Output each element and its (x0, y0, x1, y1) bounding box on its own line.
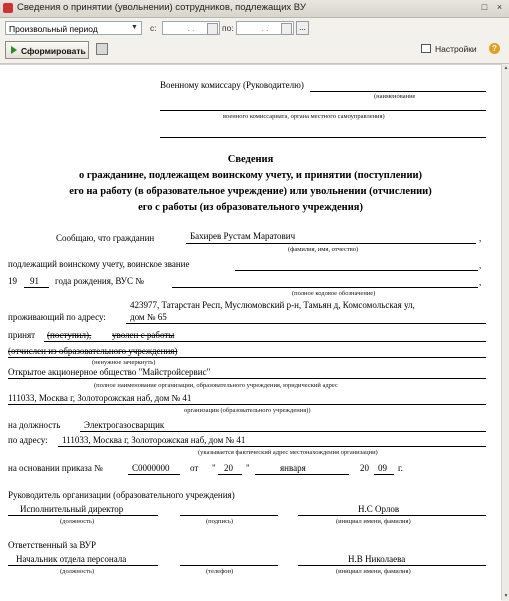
head-label: Руководитель организации (образовательного учреждения) (8, 490, 235, 500)
caption-org2: организации (образовательного учреждения)) (184, 407, 311, 414)
head-signature-line (180, 515, 278, 516)
order-year: 09 (378, 463, 387, 473)
order-quote-open: " (212, 463, 216, 473)
comma: , (479, 277, 482, 287)
addressee-label: Военному комиссару (Руководителю) (160, 80, 304, 90)
commissariat-line (160, 110, 486, 111)
org-address-line (8, 404, 486, 405)
settings-button[interactable]: Настройки (435, 44, 477, 54)
vus-label: года рождения, ВУС № (55, 276, 144, 286)
org-address: 111033, Москва г, Золоторожская наб, дом № 41 (8, 393, 192, 403)
window-title-bar (0, 0, 509, 18)
order-from: от (190, 463, 199, 473)
address-label: проживающий по адресу: (8, 312, 106, 322)
responsible-phone-line (180, 565, 278, 566)
head-position: Исполнительный директор (20, 504, 124, 514)
order-month-line (255, 474, 349, 475)
expelled-struck: (отчислен из образовательного учреждения) (8, 346, 178, 356)
position-value: Электрогазосварщик (84, 420, 165, 430)
from-label: с: (150, 23, 157, 33)
caption-signature: (подпись) (206, 518, 233, 525)
caption-position: (должность) (60, 518, 95, 525)
work-address-label: по адресу: (8, 435, 48, 445)
year-prefix: 19 (8, 276, 17, 286)
position-label: на должность (8, 420, 61, 430)
maximize-icon[interactable]: □ (481, 2, 488, 12)
inform-prefix: Сообщаю, что гражданин (56, 233, 155, 243)
calendar-icon[interactable] (207, 23, 218, 35)
separator-line (160, 137, 486, 138)
head-name-line (298, 515, 486, 516)
birth-year: 91 (30, 276, 39, 286)
order-label: на основании приказа № (8, 463, 103, 473)
comma: , (479, 233, 482, 243)
status-line1 (44, 341, 486, 342)
organization-name: Открытое акционерное общество "Майстройсервис" (8, 367, 211, 377)
accepted-struck: (поступил), (47, 330, 92, 340)
caption-phone: (телефон) (206, 568, 234, 575)
report-document (0, 64, 501, 601)
date-to-value: . . (261, 24, 269, 33)
order-number-line (128, 474, 180, 475)
caption-org: (полное наименование организации, образовательного учреждения, юридический адрес (94, 382, 338, 389)
to-label: по: (222, 23, 234, 33)
heading-line1: о гражданине, подлежащем воинскому учету, и принятии (поступлении) (78, 170, 423, 181)
work-address-value: 111033, Москва г, Золоторожская наб, дом № 41 (62, 435, 246, 445)
play-icon (11, 46, 17, 54)
scroll-down-icon[interactable]: ▼ (503, 593, 509, 599)
caption-commissariat: военного комиссариата, органа местного самоуправления) (223, 113, 385, 120)
work-address-line (58, 446, 486, 447)
order-day: 20 (224, 463, 233, 473)
vus-line (172, 287, 478, 288)
military-rank-line (235, 270, 478, 271)
military-rank-label: подлежащий воинскому учету, воинское звание (8, 259, 190, 269)
generate-button-label: Сформировать (21, 46, 86, 56)
head-name: Н.С Орлов (358, 504, 400, 514)
print-icon[interactable] (96, 43, 108, 55)
address-line2: дом № 65 (130, 312, 167, 322)
date-from-value: . . (187, 24, 195, 33)
order-number: С0000000 (132, 463, 170, 473)
caption-work-address: (указывается фактический адрес местонахождения организации) (198, 449, 378, 456)
caption-position2: (должность) (60, 568, 95, 575)
responsible-position: Начальник отдела персонала (16, 554, 127, 564)
vertical-scrollbar[interactable] (501, 64, 509, 600)
dismissed-struck: уволен с работы (112, 330, 175, 340)
date-from-field[interactable] (162, 21, 220, 35)
order-year-prefix: 20 (360, 463, 369, 473)
caption-initials2: (инициал имени, фамилия) (336, 568, 411, 575)
responsible-position-line (8, 565, 158, 566)
address-line1: 423977, Татарстан Респ, Муслюмовский р-н, Тамьян д, Комсомольская ул, (130, 300, 415, 310)
chevron-down-icon[interactable]: ▼ (131, 24, 138, 31)
addressee-line (310, 91, 486, 92)
period-select[interactable] (5, 21, 142, 35)
citizen-name: Бахирев Рустам Маратович (190, 231, 296, 241)
caption-fio: (фамилия, имя, отчество) (288, 246, 359, 253)
order-day-line (218, 474, 242, 475)
citizen-line (186, 243, 476, 244)
order-year-line (374, 474, 394, 475)
caption-name: (наименование (374, 93, 416, 100)
head-position-line (8, 515, 158, 516)
caption-initials: (инициал имени, фамилия) (336, 518, 411, 525)
responsible-label: Ответственный за ВУР (8, 540, 96, 550)
order-year-suffix: г. (398, 463, 403, 473)
order-quote-close: " (246, 463, 250, 473)
position-line (80, 431, 486, 432)
close-icon[interactable]: × (496, 2, 503, 12)
period-pick-button[interactable]: ... (296, 21, 309, 35)
caption-strike: (ненужное зачеркнуть) (92, 359, 156, 366)
app-icon (3, 3, 13, 13)
organization-line (8, 378, 486, 379)
accepted-label: принят (8, 330, 36, 340)
responsible-name: Н.В Николаева (348, 554, 406, 564)
heading-line3: его с работы (из образовательного учреждения) (138, 202, 363, 213)
address-line (126, 323, 486, 324)
calendar-icon[interactable] (281, 23, 292, 35)
generate-button[interactable] (5, 41, 89, 59)
birth-year-line (24, 287, 49, 288)
comma: , (479, 260, 482, 270)
heading-line2: его на работу (в образовательное учреждение) или увольнении (отчислении) (69, 186, 432, 197)
settings-icon[interactable] (421, 44, 431, 53)
date-to-field[interactable] (236, 21, 294, 35)
help-icon[interactable]: ? (489, 43, 500, 54)
scroll-up-icon[interactable]: ▲ (503, 65, 509, 71)
order-month: января (280, 463, 306, 473)
responsible-name-line (298, 565, 486, 566)
caption-code: (полное кодовое обозначение) (292, 290, 376, 297)
heading-title: Сведения (227, 154, 274, 165)
window-title: Сведения о принятии (увольнении) сотрудников, подлежащих ВУ (17, 2, 306, 13)
status-line2 (8, 357, 486, 358)
period-select-value: Произвольный период (9, 24, 98, 34)
